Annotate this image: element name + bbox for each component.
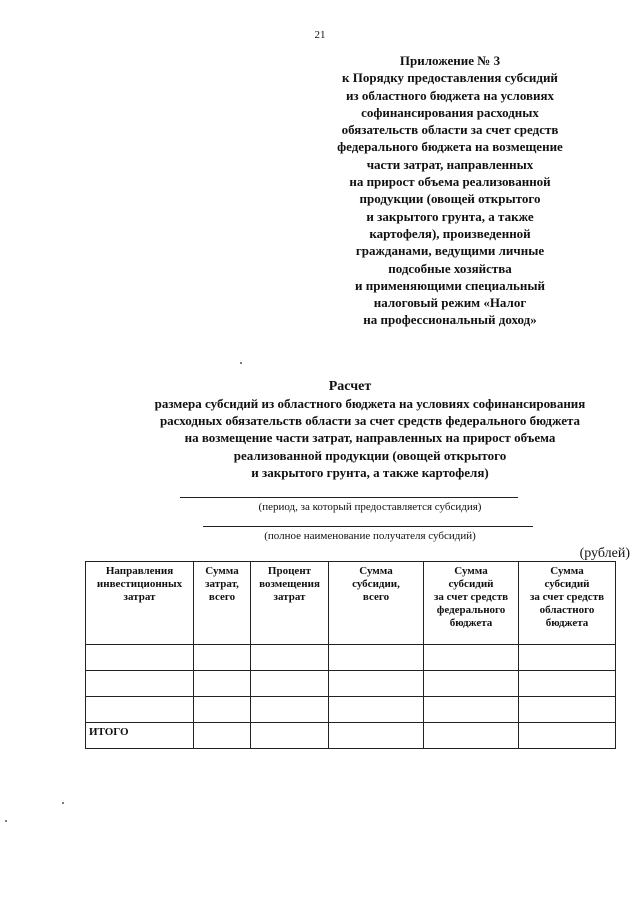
subtitle-line: на возмещение части затрат, направленных на прирост объема	[184, 430, 556, 446]
calculation-table	[85, 561, 616, 749]
appendix-line: картофеля), произведенной	[369, 225, 531, 241]
table-row	[86, 671, 616, 697]
table-cell	[424, 697, 519, 723]
header-regional-subsidy: Сумма субсидий за счет средств областного бюджета	[519, 562, 616, 645]
table-cell	[329, 723, 424, 749]
table-cell	[329, 671, 424, 697]
calculation-title: Расчет	[328, 379, 372, 394]
table-cell	[251, 645, 329, 671]
subtitle-line: расходных обязательств области за счет средств федерального бюджета	[159, 413, 581, 429]
table-cell	[519, 645, 616, 671]
header-total-costs: Сумма затрат, всего	[194, 562, 251, 645]
period-fill-line	[180, 497, 518, 498]
units-label: (рублей)	[579, 546, 630, 561]
subtitle-line: размера субсидий из областного бюджета на условиях софинансирования	[154, 396, 586, 411]
table-cell	[519, 697, 616, 723]
header-reimbursement-percent: Процент возмещения затрат	[251, 562, 329, 645]
table-cell	[329, 697, 424, 723]
scan-speck	[62, 802, 64, 804]
table-cell	[86, 671, 194, 697]
recipient-fill-line	[203, 526, 533, 527]
page-number: 21	[314, 29, 326, 41]
table-cell	[251, 671, 329, 697]
header-investment-directions: Направления инвестиционных затрат	[86, 562, 194, 645]
appendix-line: и закрытого грунта, а также	[366, 208, 534, 224]
table-cell	[251, 697, 329, 723]
header-federal-subsidy: Сумма субсидий за счет средств федерального бюджета	[424, 562, 519, 645]
subtitle-line: реализованной продукции (овощей открытого	[233, 447, 507, 463]
table-total-row	[86, 723, 616, 749]
appendix-line: части затрат, направленных	[366, 156, 534, 172]
table-cell	[519, 723, 616, 749]
table-cell	[194, 697, 251, 723]
table-cell	[194, 723, 251, 749]
total-label: ИТОГО	[86, 723, 194, 749]
appendix-line: продукции (овощей открытого	[359, 191, 541, 207]
period-caption: (период, за который предоставляется субсидия)	[258, 501, 482, 513]
table-cell	[424, 723, 519, 749]
calculation-subtitle	[40, 395, 640, 481]
appendix-line: и применяющими специальный	[354, 277, 546, 293]
appendix-line: к Порядку предоставления субсидий	[342, 70, 558, 86]
appendix-header	[296, 52, 604, 329]
table-row	[86, 645, 616, 671]
table-cell	[194, 645, 251, 671]
subtitle-line: и закрытого грунта, а также картофеля)	[251, 464, 489, 480]
appendix-line: на профессиональный доход»	[363, 312, 537, 328]
table-cell	[86, 697, 194, 723]
table-cell	[86, 645, 194, 671]
table-cell	[424, 671, 519, 697]
appendix-line: софинансирования расходных	[361, 104, 539, 120]
table-cell	[194, 671, 251, 697]
header-total-subsidy: Сумма субсидии, всего	[329, 562, 424, 645]
appendix-line: на прирост объема реализованной	[349, 174, 551, 190]
table-cell	[424, 645, 519, 671]
appendix-line: гражданами, ведущими личные	[355, 243, 545, 259]
table-header-row	[86, 562, 616, 645]
recipient-caption: (полное наименование получателя субсидий)	[264, 530, 476, 542]
appendix-line: обязательств области за счет средств	[341, 122, 559, 138]
table-row	[86, 697, 616, 723]
table-cell	[519, 671, 616, 697]
appendix-line: налоговый режим «Налог	[373, 295, 527, 311]
table-cell	[329, 645, 424, 671]
scan-speck	[240, 362, 242, 364]
appendix-line: федерального бюджета на возмещение	[337, 139, 563, 155]
appendix-line: из областного бюджета на условиях	[345, 87, 555, 103]
scan-speck	[5, 820, 7, 822]
appendix-line: подсобные хозяйства	[388, 260, 512, 276]
table-cell	[251, 723, 329, 749]
appendix-line: Приложение № 3	[399, 53, 501, 68]
